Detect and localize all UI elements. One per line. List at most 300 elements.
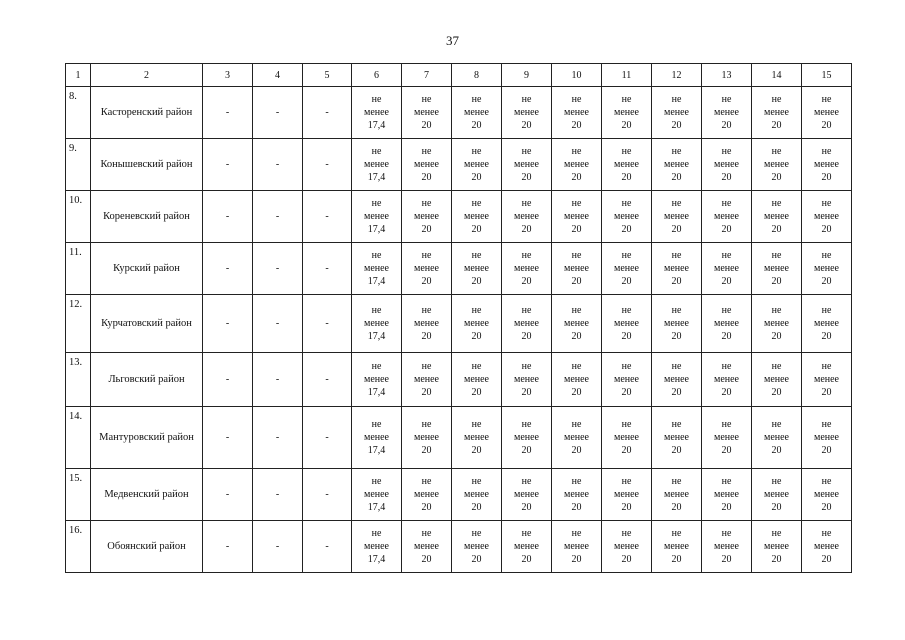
value-line: 20 bbox=[721, 224, 732, 235]
value-line: менее bbox=[564, 107, 589, 118]
col5-value: - bbox=[303, 469, 352, 521]
value-line: не bbox=[771, 528, 782, 539]
value-line: 20 bbox=[821, 387, 832, 398]
value-line: не bbox=[771, 361, 782, 372]
value-line: 20 bbox=[571, 276, 582, 287]
col13-value bbox=[702, 139, 752, 191]
column-number-header: 3 bbox=[203, 64, 253, 87]
col6-value bbox=[352, 407, 402, 469]
value-line: не bbox=[671, 361, 682, 372]
value-line: 17,4 bbox=[367, 331, 386, 342]
col9-value bbox=[502, 469, 552, 521]
col4-value: - bbox=[253, 407, 303, 469]
col6-value bbox=[352, 469, 402, 521]
value-line: 20 bbox=[821, 172, 832, 183]
value-line: не bbox=[471, 198, 482, 209]
col8-value bbox=[452, 295, 502, 353]
value-line: не bbox=[521, 361, 532, 372]
value-line: не bbox=[721, 146, 732, 157]
value-line: не bbox=[621, 94, 632, 105]
value-line: менее bbox=[614, 107, 639, 118]
table-row bbox=[66, 191, 852, 243]
page-number: 37 bbox=[446, 33, 459, 48]
value-line: не bbox=[771, 250, 782, 261]
value-line: менее bbox=[714, 318, 739, 329]
value-line: не bbox=[821, 146, 832, 157]
value-line: 20 bbox=[471, 554, 482, 565]
col12-value bbox=[652, 353, 702, 407]
value-line: менее bbox=[414, 489, 439, 500]
value-line: 20 bbox=[771, 331, 782, 342]
value-line: менее bbox=[664, 159, 689, 170]
row-number: 16. bbox=[66, 521, 91, 573]
value-line: 17,4 bbox=[367, 224, 386, 235]
value-line: 20 bbox=[471, 224, 482, 235]
table-row bbox=[66, 139, 852, 191]
value-line: не bbox=[521, 528, 532, 539]
col10-value bbox=[552, 521, 602, 573]
value-line: не bbox=[821, 528, 832, 539]
col10-value bbox=[552, 295, 602, 353]
value-line: менее bbox=[714, 432, 739, 443]
value-line: 20 bbox=[821, 331, 832, 342]
col3-value: - bbox=[203, 353, 253, 407]
value-line: 20 bbox=[671, 224, 682, 235]
value-line: 20 bbox=[521, 502, 532, 513]
value-line: не bbox=[571, 419, 582, 430]
value-line: менее bbox=[714, 263, 739, 274]
value-line: 20 bbox=[771, 502, 782, 513]
col11-value bbox=[602, 521, 652, 573]
row-number: 12. bbox=[66, 295, 91, 353]
value-line: не bbox=[771, 419, 782, 430]
value-line: менее bbox=[414, 374, 439, 385]
col10-value bbox=[552, 191, 602, 243]
value-line: не bbox=[471, 250, 482, 261]
value-line: 20 bbox=[471, 502, 482, 513]
value-line: 20 bbox=[721, 120, 732, 131]
value-line: 20 bbox=[671, 331, 682, 342]
value-line: менее bbox=[614, 211, 639, 222]
value-line: менее bbox=[614, 374, 639, 385]
col10-value bbox=[552, 407, 602, 469]
value-line: не bbox=[721, 476, 732, 487]
col14-value bbox=[752, 295, 802, 353]
column-number-header: 11 bbox=[602, 64, 652, 87]
col11-value bbox=[602, 353, 652, 407]
value-line: 20 bbox=[421, 445, 432, 456]
col6-value bbox=[352, 353, 402, 407]
col11-value bbox=[602, 407, 652, 469]
col10-value bbox=[552, 87, 602, 139]
value-line: не bbox=[371, 146, 382, 157]
row-number: 14. bbox=[66, 407, 91, 469]
value-line: не bbox=[471, 528, 482, 539]
col3-value: - bbox=[203, 407, 253, 469]
value-line: не bbox=[371, 94, 382, 105]
value-line: менее bbox=[664, 541, 689, 552]
row-number: 10. bbox=[66, 191, 91, 243]
value-line: менее bbox=[514, 374, 539, 385]
row-number: 15. bbox=[66, 469, 91, 521]
col3-value: - bbox=[203, 521, 253, 573]
value-line: не bbox=[821, 250, 832, 261]
value-line: не bbox=[571, 198, 582, 209]
col15-value bbox=[802, 139, 852, 191]
value-line: не bbox=[671, 305, 682, 316]
value-line: 20 bbox=[821, 120, 832, 131]
table-row bbox=[66, 243, 852, 295]
value-line: не bbox=[421, 419, 432, 430]
value-line: 20 bbox=[571, 224, 582, 235]
value-line: не bbox=[371, 476, 382, 487]
value-line: не bbox=[371, 528, 382, 539]
col8-value bbox=[452, 407, 502, 469]
value-line: 20 bbox=[621, 445, 632, 456]
value-line: не bbox=[521, 198, 532, 209]
value-line: не bbox=[821, 419, 832, 430]
value-line: менее bbox=[564, 318, 589, 329]
value-line: 20 bbox=[521, 387, 532, 398]
value-line: не bbox=[571, 250, 582, 261]
value-line: менее bbox=[764, 374, 789, 385]
value-line: 20 bbox=[721, 554, 732, 565]
col11-value bbox=[602, 295, 652, 353]
col8-value bbox=[452, 243, 502, 295]
col14-value bbox=[752, 353, 802, 407]
value-line: 20 bbox=[721, 172, 732, 183]
table-row bbox=[66, 87, 852, 139]
col15-value bbox=[802, 87, 852, 139]
value-line: 17,4 bbox=[367, 554, 386, 565]
col6-value bbox=[352, 295, 402, 353]
district-name: Обоянский район bbox=[91, 521, 203, 573]
value-line: 20 bbox=[671, 276, 682, 287]
district-name: Мантуровский район bbox=[91, 407, 203, 469]
col9-value bbox=[502, 191, 552, 243]
value-line: 20 bbox=[521, 554, 532, 565]
value-line: менее bbox=[664, 489, 689, 500]
col12-value bbox=[652, 295, 702, 353]
value-line: менее bbox=[414, 541, 439, 552]
value-line: менее bbox=[664, 432, 689, 443]
value-line: менее bbox=[464, 211, 489, 222]
value-line: 20 bbox=[671, 554, 682, 565]
col14-value bbox=[752, 243, 802, 295]
value-line: менее bbox=[364, 318, 389, 329]
value-line: не bbox=[721, 198, 732, 209]
value-line: 20 bbox=[571, 387, 582, 398]
column-number-header: 1 bbox=[66, 64, 91, 87]
col15-value bbox=[802, 353, 852, 407]
value-line: не bbox=[571, 305, 582, 316]
value-line: менее bbox=[764, 489, 789, 500]
value-line: менее bbox=[714, 107, 739, 118]
value-line: 20 bbox=[721, 276, 732, 287]
value-line: 20 bbox=[471, 445, 482, 456]
value-line: не bbox=[821, 305, 832, 316]
value-line: 20 bbox=[471, 387, 482, 398]
col3-value: - bbox=[203, 295, 253, 353]
col7-value bbox=[402, 191, 452, 243]
value-line: не bbox=[721, 250, 732, 261]
col3-value: - bbox=[203, 139, 253, 191]
table-row bbox=[66, 469, 852, 521]
value-line: 17,4 bbox=[367, 276, 386, 287]
value-line: не bbox=[521, 305, 532, 316]
col11-value bbox=[602, 243, 652, 295]
value-line: менее bbox=[814, 318, 839, 329]
col12-value bbox=[652, 243, 702, 295]
col8-value bbox=[452, 191, 502, 243]
value-line: менее bbox=[464, 159, 489, 170]
value-line: менее bbox=[464, 107, 489, 118]
value-line: не bbox=[371, 250, 382, 261]
col14-value bbox=[752, 139, 802, 191]
value-line: 20 bbox=[621, 554, 632, 565]
col8-value bbox=[452, 353, 502, 407]
value-line: менее bbox=[564, 159, 589, 170]
col12-value bbox=[652, 521, 702, 573]
col12-value bbox=[652, 191, 702, 243]
col4-value: - bbox=[253, 295, 303, 353]
district-name: Конышевский район bbox=[91, 139, 203, 191]
value-line: менее bbox=[364, 263, 389, 274]
col10-value bbox=[552, 353, 602, 407]
value-line: не bbox=[421, 94, 432, 105]
col12-value bbox=[652, 407, 702, 469]
col15-value bbox=[802, 521, 852, 573]
value-line: менее bbox=[464, 489, 489, 500]
col8-value bbox=[452, 139, 502, 191]
col3-value: - bbox=[203, 469, 253, 521]
col7-value bbox=[402, 353, 452, 407]
value-line: 20 bbox=[821, 554, 832, 565]
value-line: не bbox=[471, 94, 482, 105]
value-line: менее bbox=[714, 159, 739, 170]
column-number-header: 6 bbox=[352, 64, 402, 87]
value-line: менее bbox=[564, 374, 589, 385]
value-line: менее bbox=[414, 263, 439, 274]
value-line: 17,4 bbox=[367, 387, 386, 398]
value-line: 20 bbox=[521, 172, 532, 183]
col4-value: - bbox=[253, 191, 303, 243]
value-line: не bbox=[821, 198, 832, 209]
value-line: не bbox=[571, 476, 582, 487]
col4-value: - bbox=[253, 87, 303, 139]
value-line: 20 bbox=[771, 445, 782, 456]
value-line: 20 bbox=[621, 224, 632, 235]
col13-value bbox=[702, 407, 752, 469]
value-line: 17,4 bbox=[367, 172, 386, 183]
value-line: менее bbox=[814, 489, 839, 500]
col13-value bbox=[702, 295, 752, 353]
value-line: менее bbox=[514, 263, 539, 274]
value-line: не bbox=[421, 305, 432, 316]
value-line: 20 bbox=[671, 172, 682, 183]
value-line: 20 bbox=[421, 224, 432, 235]
col4-value: - bbox=[253, 243, 303, 295]
value-line: 20 bbox=[421, 172, 432, 183]
value-line: 20 bbox=[571, 120, 582, 131]
col6-value bbox=[352, 87, 402, 139]
district-name: Курский район bbox=[91, 243, 203, 295]
col15-value bbox=[802, 243, 852, 295]
col11-value bbox=[602, 87, 652, 139]
value-line: менее bbox=[764, 541, 789, 552]
value-line: 20 bbox=[571, 331, 582, 342]
value-line: 20 bbox=[471, 172, 482, 183]
col7-value bbox=[402, 139, 452, 191]
district-name: Курчатовский район bbox=[91, 295, 203, 353]
value-line: менее bbox=[564, 263, 589, 274]
column-number-header: 12 bbox=[652, 64, 702, 87]
col4-value: - bbox=[253, 139, 303, 191]
col13-value bbox=[702, 521, 752, 573]
col14-value bbox=[752, 191, 802, 243]
value-line: менее bbox=[614, 489, 639, 500]
col6-value bbox=[352, 521, 402, 573]
column-number-header: 13 bbox=[702, 64, 752, 87]
value-line: менее bbox=[764, 318, 789, 329]
value-line: не bbox=[771, 94, 782, 105]
col9-value bbox=[502, 407, 552, 469]
district-name: Медвенский район bbox=[91, 469, 203, 521]
value-line: не bbox=[771, 146, 782, 157]
col15-value bbox=[802, 469, 852, 521]
col9-value bbox=[502, 353, 552, 407]
value-line: менее bbox=[814, 159, 839, 170]
col9-value bbox=[502, 139, 552, 191]
value-line: не bbox=[571, 528, 582, 539]
row-number: 11. bbox=[66, 243, 91, 295]
value-line: 20 bbox=[771, 120, 782, 131]
value-line: менее bbox=[764, 159, 789, 170]
col11-value bbox=[602, 469, 652, 521]
value-line: не bbox=[471, 476, 482, 487]
value-line: не bbox=[721, 305, 732, 316]
value-line: не bbox=[671, 198, 682, 209]
col6-value bbox=[352, 139, 402, 191]
value-line: 20 bbox=[721, 502, 732, 513]
value-line: менее bbox=[514, 159, 539, 170]
column-number-header: 2 bbox=[91, 64, 203, 87]
value-line: 20 bbox=[821, 445, 832, 456]
row-number: 9. bbox=[66, 139, 91, 191]
value-line: менее bbox=[414, 159, 439, 170]
column-number-header: 9 bbox=[502, 64, 552, 87]
value-line: не bbox=[521, 476, 532, 487]
value-line: не bbox=[821, 94, 832, 105]
value-line: менее bbox=[364, 432, 389, 443]
value-line: менее bbox=[664, 107, 689, 118]
value-line: 20 bbox=[821, 502, 832, 513]
value-line: менее bbox=[614, 318, 639, 329]
value-line: не bbox=[821, 476, 832, 487]
value-line: не bbox=[371, 198, 382, 209]
value-line: 20 bbox=[571, 554, 582, 565]
col6-value bbox=[352, 191, 402, 243]
col13-value bbox=[702, 191, 752, 243]
value-line: менее bbox=[614, 432, 639, 443]
value-line: не bbox=[521, 250, 532, 261]
col9-value bbox=[502, 295, 552, 353]
col13-value bbox=[702, 469, 752, 521]
col9-value bbox=[502, 243, 552, 295]
value-line: менее bbox=[514, 541, 539, 552]
column-number-header: 5 bbox=[303, 64, 352, 87]
value-line: менее bbox=[564, 489, 589, 500]
column-number-header: 10 bbox=[552, 64, 602, 87]
value-line: 20 bbox=[721, 331, 732, 342]
col10-value bbox=[552, 469, 602, 521]
col14-value bbox=[752, 407, 802, 469]
col4-value: - bbox=[253, 469, 303, 521]
value-line: 20 bbox=[521, 276, 532, 287]
value-line: 20 bbox=[471, 276, 482, 287]
value-line: 20 bbox=[471, 331, 482, 342]
value-line: менее bbox=[814, 107, 839, 118]
col7-value bbox=[402, 469, 452, 521]
header-row bbox=[66, 64, 852, 87]
col5-value: - bbox=[303, 353, 352, 407]
col4-value: - bbox=[253, 353, 303, 407]
value-line: менее bbox=[514, 432, 539, 443]
col5-value: - bbox=[303, 191, 352, 243]
value-line: не bbox=[721, 528, 732, 539]
value-line: менее bbox=[664, 318, 689, 329]
col5-value: - bbox=[303, 295, 352, 353]
column-number-header: 14 bbox=[752, 64, 802, 87]
value-line: 17,4 bbox=[367, 502, 386, 513]
value-line: менее bbox=[564, 432, 589, 443]
value-line: не bbox=[471, 305, 482, 316]
value-line: 20 bbox=[521, 331, 532, 342]
value-line: менее bbox=[814, 374, 839, 385]
value-line: 20 bbox=[421, 331, 432, 342]
value-line: не bbox=[371, 305, 382, 316]
value-line: 17,4 bbox=[367, 120, 386, 131]
value-line: 20 bbox=[421, 554, 432, 565]
value-line: не bbox=[571, 94, 582, 105]
value-line: не bbox=[471, 361, 482, 372]
value-line: 20 bbox=[721, 387, 732, 398]
value-line: менее bbox=[414, 318, 439, 329]
value-line: не bbox=[621, 198, 632, 209]
value-line: не bbox=[521, 94, 532, 105]
value-line: менее bbox=[464, 263, 489, 274]
value-line: 20 bbox=[571, 172, 582, 183]
table-row bbox=[66, 295, 852, 353]
col15-value bbox=[802, 191, 852, 243]
value-line: не bbox=[571, 361, 582, 372]
value-line: 20 bbox=[621, 331, 632, 342]
value-line: 20 bbox=[621, 387, 632, 398]
value-line: 20 bbox=[421, 120, 432, 131]
col5-value: - bbox=[303, 243, 352, 295]
district-name: Касторенский район bbox=[91, 87, 203, 139]
value-line: менее bbox=[564, 541, 589, 552]
value-line: 20 bbox=[621, 120, 632, 131]
value-line: менее bbox=[814, 432, 839, 443]
value-line: 20 bbox=[621, 276, 632, 287]
value-line: 20 bbox=[621, 502, 632, 513]
value-line: не bbox=[521, 419, 532, 430]
col14-value bbox=[752, 87, 802, 139]
value-line: не bbox=[771, 305, 782, 316]
col13-value bbox=[702, 87, 752, 139]
value-line: менее bbox=[714, 541, 739, 552]
